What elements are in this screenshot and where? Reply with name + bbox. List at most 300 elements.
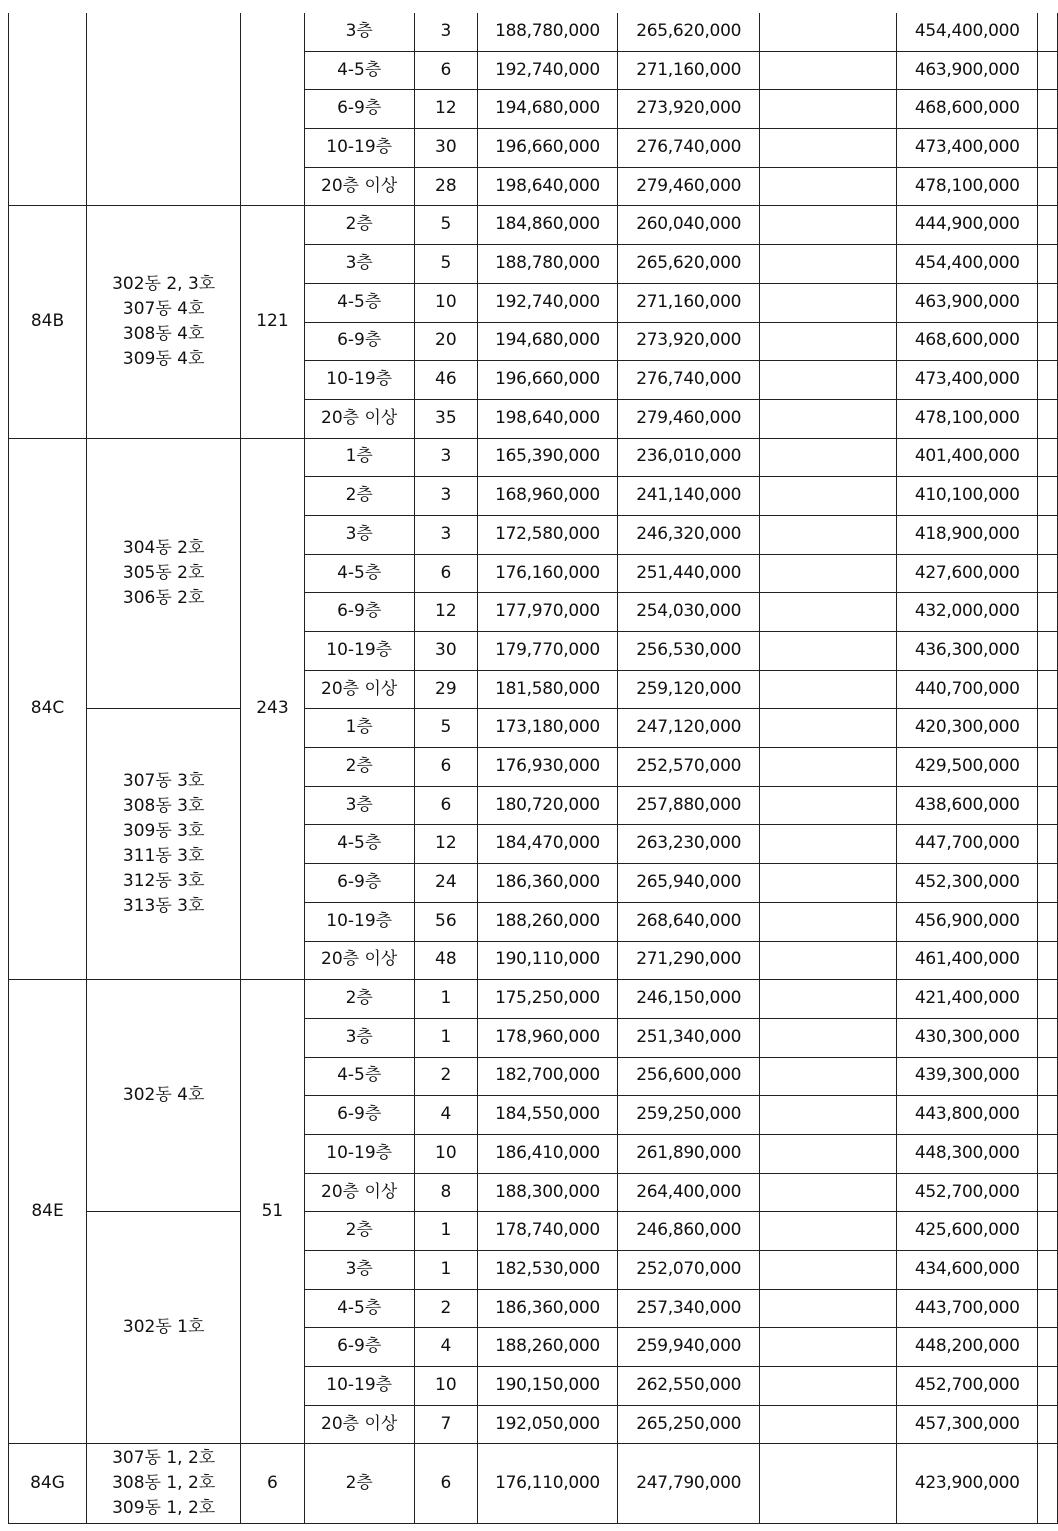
price-a-cell: 172,580,000	[477, 515, 617, 554]
total-price-cell: 423,900,000	[897, 1444, 1038, 1524]
dong-line: 305동 2호	[122, 562, 205, 583]
table-row	[9, 13, 1058, 51]
truncated-cell	[1038, 593, 1058, 632]
price-b-cell: 271,160,000	[618, 51, 760, 90]
units-cell: 10	[414, 1367, 477, 1406]
total-price-cell: 440,700,000	[897, 670, 1038, 709]
units-cell: 6	[414, 1444, 477, 1524]
floor-cell: 10-19층	[304, 902, 414, 941]
price-a-cell: 186,360,000	[477, 864, 617, 903]
table-row	[9, 980, 1058, 1019]
price-b-cell: 264,400,000	[618, 1173, 760, 1212]
price-a-cell: 196,660,000	[477, 129, 617, 168]
dong-cell	[87, 980, 241, 1212]
price-c-cell	[760, 245, 897, 284]
price-b-cell: 247,790,000	[618, 1444, 760, 1524]
truncated-cell	[1038, 864, 1058, 903]
units-cell: 6	[414, 51, 477, 90]
truncated-cell	[1038, 709, 1058, 748]
truncated-cell	[1038, 632, 1058, 671]
price-a-cell: 175,250,000	[477, 980, 617, 1019]
price-a-cell: 188,260,000	[477, 1328, 617, 1367]
price-a-cell: 181,580,000	[477, 670, 617, 709]
price-b-cell: 271,160,000	[618, 283, 760, 322]
floor-cell: 4-5층	[304, 1289, 414, 1328]
units-cell: 35	[414, 399, 477, 438]
price-c-cell	[760, 477, 897, 516]
price-b-cell: 246,860,000	[618, 1212, 760, 1251]
floor-cell: 10-19층	[304, 1367, 414, 1406]
truncated-cell	[1038, 245, 1058, 284]
price-c-cell	[760, 632, 897, 671]
price-b-cell: 273,920,000	[618, 90, 760, 129]
total-units-cell: 243	[241, 438, 304, 980]
total-price-cell: 473,400,000	[897, 361, 1038, 400]
dong-line: 311동 3호	[122, 846, 205, 867]
units-cell: 5	[414, 709, 477, 748]
truncated-cell	[1038, 1251, 1058, 1290]
price-b-cell: 265,940,000	[618, 864, 760, 903]
units-cell: 12	[414, 825, 477, 864]
truncated-cell	[1038, 1367, 1058, 1406]
total-price-cell: 438,600,000	[897, 786, 1038, 825]
truncated-cell	[1038, 438, 1058, 477]
floor-cell: 3층	[304, 13, 414, 51]
price-a-cell: 198,640,000	[477, 167, 617, 206]
truncated-cell	[1038, 1173, 1058, 1212]
price-b-cell: 265,620,000	[618, 245, 760, 284]
floor-cell: 2층	[304, 206, 414, 245]
price-b-cell: 236,010,000	[618, 438, 760, 477]
total-price-cell: 447,700,000	[897, 825, 1038, 864]
truncated-cell	[1038, 1212, 1058, 1251]
price-c-cell	[760, 1134, 897, 1173]
total-price-cell: 401,400,000	[897, 438, 1038, 477]
floor-cell: 6-9층	[304, 322, 414, 361]
price-b-cell: 276,740,000	[618, 129, 760, 168]
total-price-cell: 425,600,000	[897, 1212, 1038, 1251]
truncated-cell	[1038, 554, 1058, 593]
floor-cell: 4-5층	[304, 825, 414, 864]
price-b-cell: 256,530,000	[618, 632, 760, 671]
total-price-cell: 454,400,000	[897, 13, 1038, 51]
price-b-cell: 259,940,000	[618, 1328, 760, 1367]
floor-cell: 1층	[304, 709, 414, 748]
units-cell: 3	[414, 515, 477, 554]
truncated-cell	[1038, 90, 1058, 129]
total-price-cell: 454,400,000	[897, 245, 1038, 284]
total-price-cell: 434,600,000	[897, 1251, 1038, 1290]
type-cell: 84G	[9, 1444, 87, 1524]
truncated-cell	[1038, 670, 1058, 709]
price-a-cell: 188,780,000	[477, 245, 617, 284]
price-a-cell: 194,680,000	[477, 322, 617, 361]
total-price-cell: 452,300,000	[897, 864, 1038, 903]
price-table	[8, 13, 1058, 1524]
price-a-cell: 196,660,000	[477, 361, 617, 400]
price-a-cell: 186,360,000	[477, 1289, 617, 1328]
total-price-cell: 478,100,000	[897, 399, 1038, 438]
total-price-cell: 448,300,000	[897, 1134, 1038, 1173]
truncated-cell	[1038, 206, 1058, 245]
floor-cell: 3층	[304, 786, 414, 825]
units-cell: 4	[414, 1096, 477, 1135]
dong-line: 302동 2, 3호	[112, 274, 216, 294]
price-c-cell	[760, 825, 897, 864]
price-c-cell	[760, 1444, 897, 1524]
dong-cell	[87, 438, 241, 709]
price-c-cell	[760, 864, 897, 903]
price-a-cell: 192,740,000	[477, 51, 617, 90]
total-price-cell: 443,700,000	[897, 1289, 1038, 1328]
truncated-cell	[1038, 51, 1058, 90]
price-c-cell	[760, 941, 897, 980]
floor-cell: 10-19층	[304, 632, 414, 671]
total-price-cell: 439,300,000	[897, 1057, 1038, 1096]
truncated-cell	[1038, 399, 1058, 438]
price-b-cell: 254,030,000	[618, 593, 760, 632]
price-b-cell: 256,600,000	[618, 1057, 760, 1096]
price-b-cell: 251,340,000	[618, 1018, 760, 1057]
price-b-cell: 276,740,000	[618, 361, 760, 400]
truncated-cell	[1038, 477, 1058, 516]
price-c-cell	[760, 129, 897, 168]
price-c-cell	[760, 554, 897, 593]
truncated-cell	[1038, 1096, 1058, 1135]
total-price-cell: 410,100,000	[897, 477, 1038, 516]
total-price-cell: 443,800,000	[897, 1096, 1038, 1135]
total-price-cell: 468,600,000	[897, 90, 1038, 129]
price-b-cell: 257,340,000	[618, 1289, 760, 1328]
price-c-cell	[760, 1018, 897, 1057]
price-b-cell: 279,460,000	[618, 167, 760, 206]
truncated-cell	[1038, 1328, 1058, 1367]
total-price-cell: 448,200,000	[897, 1328, 1038, 1367]
truncated-cell	[1038, 941, 1058, 980]
units-cell: 10	[414, 1134, 477, 1173]
dong-cell	[87, 1212, 241, 1444]
units-cell: 1	[414, 1212, 477, 1251]
price-a-cell: 190,150,000	[477, 1367, 617, 1406]
dong-cell	[87, 1444, 241, 1524]
units-cell: 1	[414, 1251, 477, 1290]
price-c-cell	[760, 748, 897, 787]
total-price-cell: 473,400,000	[897, 129, 1038, 168]
price-c-cell	[760, 1173, 897, 1212]
price-c-cell	[760, 322, 897, 361]
total-price-cell: 430,300,000	[897, 1018, 1038, 1057]
price-a-cell: 177,970,000	[477, 593, 617, 632]
price-c-cell	[760, 593, 897, 632]
dong-cell	[87, 709, 241, 980]
floor-cell: 6-9층	[304, 864, 414, 903]
floor-cell: 3층	[304, 515, 414, 554]
price-a-cell: 165,390,000	[477, 438, 617, 477]
units-cell: 30	[414, 632, 477, 671]
units-cell: 6	[414, 748, 477, 787]
floor-cell: 6-9층	[304, 90, 414, 129]
total-price-cell: 478,100,000	[897, 167, 1038, 206]
price-a-cell: 182,530,000	[477, 1251, 617, 1290]
dong-line: 307동 1, 2호	[112, 1448, 216, 1469]
floor-cell: 4-5층	[304, 283, 414, 322]
units-cell: 24	[414, 864, 477, 903]
price-a-cell: 192,740,000	[477, 283, 617, 322]
dong-line: 312동 3호	[122, 871, 205, 892]
price-b-cell: 247,120,000	[618, 709, 760, 748]
price-c-cell	[760, 1289, 897, 1328]
price-a-cell: 182,700,000	[477, 1057, 617, 1096]
truncated-cell	[1038, 1134, 1058, 1173]
dong-line: 307동 3호	[122, 771, 205, 792]
floor-cell: 20층 이상	[304, 1405, 414, 1444]
dong-cell	[87, 13, 241, 206]
price-a-cell: 173,180,000	[477, 709, 617, 748]
price-c-cell	[760, 709, 897, 748]
type-cell: 84B	[9, 206, 87, 438]
units-cell: 20	[414, 322, 477, 361]
price-c-cell	[760, 361, 897, 400]
floor-cell: 10-19층	[304, 129, 414, 168]
truncated-cell	[1038, 825, 1058, 864]
truncated-cell	[1038, 1289, 1058, 1328]
dong-line: 308동 3호	[122, 796, 205, 817]
floor-cell: 2층	[304, 748, 414, 787]
price-c-cell	[760, 786, 897, 825]
total-price-cell: 456,900,000	[897, 902, 1038, 941]
price-c-cell	[760, 670, 897, 709]
dong-line: 304동 2호	[122, 537, 205, 558]
units-cell: 2	[414, 1057, 477, 1096]
total-price-cell: 421,400,000	[897, 980, 1038, 1019]
price-a-cell: 190,110,000	[477, 941, 617, 980]
dong-line: 302동 1호	[122, 1317, 205, 1338]
dong-line: 309동 3호	[122, 821, 205, 842]
price-a-cell: 176,930,000	[477, 748, 617, 787]
floor-cell: 6-9층	[304, 593, 414, 632]
truncated-cell	[1038, 167, 1058, 206]
price-c-cell	[760, 1367, 897, 1406]
price-b-cell: 246,150,000	[618, 980, 760, 1019]
total-price-cell: 461,400,000	[897, 941, 1038, 980]
price-b-cell: 271,290,000	[618, 941, 760, 980]
floor-cell: 2층	[304, 980, 414, 1019]
floor-cell: 1층	[304, 438, 414, 477]
total-price-cell: 452,700,000	[897, 1367, 1038, 1406]
truncated-cell	[1038, 13, 1058, 51]
price-c-cell	[760, 1212, 897, 1251]
units-cell: 6	[414, 786, 477, 825]
price-b-cell: 259,120,000	[618, 670, 760, 709]
floor-cell: 20층 이상	[304, 941, 414, 980]
price-b-cell: 252,570,000	[618, 748, 760, 787]
price-a-cell: 198,640,000	[477, 399, 617, 438]
truncated-cell	[1038, 748, 1058, 787]
price-b-cell: 252,070,000	[618, 1251, 760, 1290]
price-c-cell	[760, 90, 897, 129]
price-b-cell: 263,230,000	[618, 825, 760, 864]
price-b-cell: 265,620,000	[618, 13, 760, 51]
price-c-cell	[760, 902, 897, 941]
total-units-cell: 51	[241, 980, 304, 1444]
price-a-cell: 184,860,000	[477, 206, 617, 245]
total-price-cell: 468,600,000	[897, 322, 1038, 361]
total-price-cell: 429,500,000	[897, 748, 1038, 787]
truncated-cell	[1038, 1405, 1058, 1444]
dong-line: 313동 3호	[122, 896, 205, 917]
price-c-cell	[760, 980, 897, 1019]
floor-cell: 6-9층	[304, 1096, 414, 1135]
total-price-cell: 463,900,000	[897, 283, 1038, 322]
price-c-cell	[760, 438, 897, 477]
price-table-body	[9, 13, 1058, 1524]
units-cell: 2	[414, 1289, 477, 1328]
total-price-cell: 452,700,000	[897, 1173, 1038, 1212]
floor-cell: 4-5층	[304, 51, 414, 90]
price-b-cell: 259,250,000	[618, 1096, 760, 1135]
dong-line: 308동 1, 2호	[112, 1473, 216, 1494]
truncated-cell	[1038, 129, 1058, 168]
type-cell: 84C	[9, 438, 87, 980]
table-row	[9, 1444, 1058, 1524]
price-c-cell	[760, 206, 897, 245]
total-price-cell: 432,000,000	[897, 593, 1038, 632]
dong-line: 302동 4호	[122, 1085, 205, 1106]
floor-cell: 20층 이상	[304, 1173, 414, 1212]
total-units-cell	[241, 13, 304, 206]
units-cell: 5	[414, 206, 477, 245]
floor-cell: 20층 이상	[304, 399, 414, 438]
price-b-cell: 268,640,000	[618, 902, 760, 941]
total-price-cell: 420,300,000	[897, 709, 1038, 748]
price-c-cell	[760, 1405, 897, 1444]
units-cell: 4	[414, 1328, 477, 1367]
units-cell: 28	[414, 167, 477, 206]
truncated-cell	[1038, 1018, 1058, 1057]
type-cell: 84E	[9, 980, 87, 1444]
units-cell: 29	[414, 670, 477, 709]
units-cell: 5	[414, 245, 477, 284]
price-b-cell: 251,440,000	[618, 554, 760, 593]
truncated-cell	[1038, 322, 1058, 361]
units-cell: 3	[414, 438, 477, 477]
price-a-cell: 176,110,000	[477, 1444, 617, 1524]
price-c-cell	[760, 1328, 897, 1367]
dong-line: 306동 2호	[122, 587, 205, 608]
total-price-cell: 427,600,000	[897, 554, 1038, 593]
price-a-cell: 194,680,000	[477, 90, 617, 129]
table-row	[9, 709, 1058, 748]
truncated-cell	[1038, 515, 1058, 554]
type-cell	[9, 13, 87, 206]
price-b-cell: 265,250,000	[618, 1405, 760, 1444]
truncated-cell	[1038, 283, 1058, 322]
price-b-cell: 241,140,000	[618, 477, 760, 516]
truncated-cell	[1038, 1444, 1058, 1524]
units-cell: 10	[414, 283, 477, 322]
price-a-cell: 188,260,000	[477, 902, 617, 941]
price-b-cell: 262,550,000	[618, 1367, 760, 1406]
units-cell: 7	[414, 1405, 477, 1444]
price-a-cell: 176,160,000	[477, 554, 617, 593]
units-cell: 30	[414, 129, 477, 168]
price-c-cell	[760, 1096, 897, 1135]
price-c-cell	[760, 13, 897, 51]
units-cell: 3	[414, 477, 477, 516]
table-row	[9, 1212, 1058, 1251]
price-b-cell: 260,040,000	[618, 206, 760, 245]
truncated-cell	[1038, 902, 1058, 941]
floor-cell: 20층 이상	[304, 670, 414, 709]
units-cell: 1	[414, 1018, 477, 1057]
price-c-cell	[760, 51, 897, 90]
units-cell: 56	[414, 902, 477, 941]
price-b-cell: 257,880,000	[618, 786, 760, 825]
units-cell: 48	[414, 941, 477, 980]
floor-cell: 6-9층	[304, 1328, 414, 1367]
price-b-cell: 279,460,000	[618, 399, 760, 438]
truncated-cell	[1038, 361, 1058, 400]
floor-cell: 2층	[304, 477, 414, 516]
units-cell: 1	[414, 980, 477, 1019]
floor-cell: 2층	[304, 1212, 414, 1251]
price-b-cell: 261,890,000	[618, 1134, 760, 1173]
dong-cell	[87, 206, 241, 438]
price-c-cell	[760, 515, 897, 554]
price-b-cell: 273,920,000	[618, 322, 760, 361]
dong-line: 307동 4호	[122, 299, 205, 319]
floor-cell: 20층 이상	[304, 167, 414, 206]
dong-line: 309동 4호	[122, 349, 205, 369]
price-c-cell	[760, 167, 897, 206]
total-units-cell: 121	[241, 206, 304, 438]
units-cell: 12	[414, 593, 477, 632]
floor-cell: 10-19층	[304, 361, 414, 400]
floor-cell: 4-5층	[304, 554, 414, 593]
price-c-cell	[760, 1251, 897, 1290]
units-cell: 12	[414, 90, 477, 129]
truncated-cell	[1038, 980, 1058, 1019]
total-price-cell: 444,900,000	[897, 206, 1038, 245]
dong-line: 309동 1, 2호	[112, 1498, 216, 1519]
price-b-cell: 246,320,000	[618, 515, 760, 554]
table-row	[9, 438, 1058, 477]
floor-cell: 3층	[304, 1251, 414, 1290]
price-a-cell: 180,720,000	[477, 786, 617, 825]
price-a-cell: 184,470,000	[477, 825, 617, 864]
units-cell: 46	[414, 361, 477, 400]
price-a-cell: 188,780,000	[477, 13, 617, 51]
table-row	[9, 206, 1058, 245]
total-units-cell: 6	[241, 1444, 304, 1524]
floor-cell: 4-5층	[304, 1057, 414, 1096]
price-c-cell	[760, 1057, 897, 1096]
price-a-cell: 186,410,000	[477, 1134, 617, 1173]
floor-cell: 2층	[304, 1444, 414, 1524]
units-cell: 3	[414, 13, 477, 51]
price-c-cell	[760, 399, 897, 438]
total-price-cell: 457,300,000	[897, 1405, 1038, 1444]
floor-cell: 3층	[304, 1018, 414, 1057]
price-a-cell: 184,550,000	[477, 1096, 617, 1135]
price-a-cell: 179,770,000	[477, 632, 617, 671]
price-c-cell	[760, 283, 897, 322]
price-a-cell: 178,960,000	[477, 1018, 617, 1057]
floor-cell: 10-19층	[304, 1134, 414, 1173]
floor-cell: 3층	[304, 245, 414, 284]
total-price-cell: 463,900,000	[897, 51, 1038, 90]
total-price-cell: 436,300,000	[897, 632, 1038, 671]
